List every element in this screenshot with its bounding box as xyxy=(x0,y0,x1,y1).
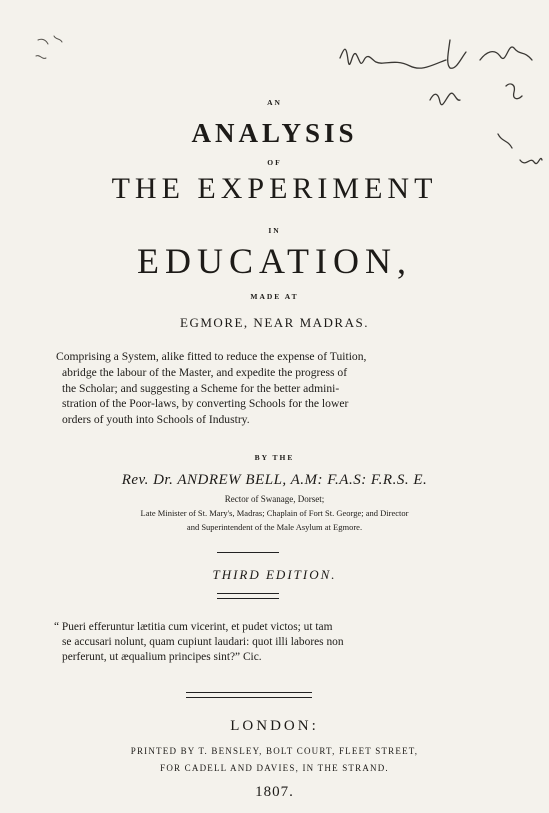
imprint-printer: PRINTED BY T. BENSLEY, BOLT COURT, FLEET STREET, xyxy=(130,746,419,756)
latin-quote xyxy=(54,620,432,665)
imprint-publisher: FOR CADELL AND DAVIES, IN THE STRAND. xyxy=(160,763,389,773)
rule-top xyxy=(217,552,279,553)
rule-imprint-2 xyxy=(186,697,312,698)
title-experiment: THE EXPERIMENT xyxy=(111,172,438,205)
quote-line: perferunt, ut æqualium principes sint?” Cic. xyxy=(62,651,262,663)
author-name: Rev. Dr. ANDREW BELL, A.M: F.A.S: F.R.S. E. xyxy=(121,472,428,488)
year: 1807. xyxy=(255,784,294,800)
title-analysis: ANALYSIS xyxy=(191,118,358,148)
author-rectorship: Rector of Swanage, Dorset; xyxy=(224,494,325,504)
title-education: EDUCATION, xyxy=(137,241,412,281)
description-line: abridge the labour of the Master, and expedite the progress of xyxy=(62,365,348,379)
rule-bottom xyxy=(217,593,279,594)
description-line: Comprising a System, alike fitted to reduce the expense of Tuition, xyxy=(56,350,367,363)
rule-imprint xyxy=(186,692,312,693)
title-place: EGMORE, NEAR MADRAS. xyxy=(180,315,369,330)
description-paragraph xyxy=(56,349,430,428)
title-of: OF xyxy=(267,158,282,167)
title-made-at: MADE AT xyxy=(250,292,299,301)
description-line: stration of the Poor-laws, by converting Schools for the lower xyxy=(62,397,349,411)
city: LONDON: xyxy=(230,718,319,734)
quote-line: “ Pueri efferuntur lætitia cum vicerint, et pudet victos; ut tam xyxy=(54,621,333,633)
description-line: the Scholar; and suggesting a Scheme for the better admini- xyxy=(62,381,340,395)
author-appointments: Late Minister of St. Mary's, Madras; Chaplain of Fort St. George; and Director xyxy=(140,508,409,518)
title-an: AN xyxy=(267,98,282,107)
title-in: IN xyxy=(268,226,281,235)
author-superintendent: and Superintendent of the Male Asylum at Egmore. xyxy=(186,522,363,532)
rule-bottom-2 xyxy=(217,598,279,599)
by-the: BY THE xyxy=(254,453,295,462)
quote-line: se accusari nolunt, quam cupiunt laudari: quot illi labores non xyxy=(62,636,344,648)
corner-pencil-marks xyxy=(30,30,80,70)
edition: THIRD EDITION. xyxy=(212,567,337,582)
description-line: orders of youth into Schools of Industry. xyxy=(62,413,250,427)
